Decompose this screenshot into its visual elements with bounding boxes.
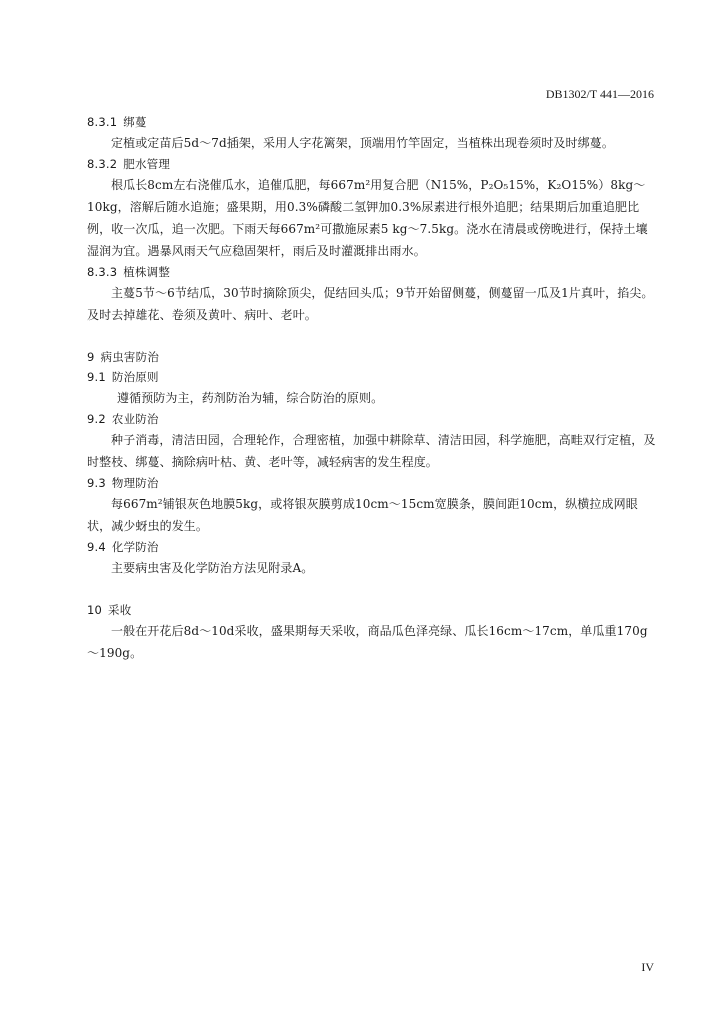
section-title: 病虫害防治 [100, 350, 160, 364]
section-paragraph: 一般在开花后8d～10d采收，盛果期每天采收，商品瓜色泽亮绿、瓜长16cm～17cm，单瓜重170g～190g。 [87, 624, 648, 660]
section-title: 绑蔓 [123, 115, 147, 129]
section-paragraph: 种子消毒，清洁田园，合理轮作，合理密植，加强中耕除草、清洁田园，科学施肥，高畦双行定植，及时整枝、绑蔓、摘除病叶枯、黄、老叶等，减轻病害的发生程度。 [87, 433, 656, 469]
section-number: 8.3.3 [87, 265, 118, 279]
section-9 [87, 347, 659, 367]
standard-number: DB1302/T 441—2016 [545, 87, 654, 101]
section-heading [87, 537, 659, 557]
section-title: 植株调整 [123, 265, 171, 279]
section-9-4 [87, 537, 659, 579]
section-number: 9.2 [87, 412, 106, 426]
chapter-heading [87, 600, 659, 620]
section-heading [87, 473, 659, 493]
section-number: 9 [87, 350, 95, 364]
section-9-2 [87, 409, 659, 473]
section-8-3-3 [87, 262, 659, 326]
section-paragraph: 遵循预防为主，药剂防治为辅，综合防治的原则。 [117, 391, 384, 405]
section-gap [87, 326, 659, 347]
section-number: 9.1 [87, 370, 106, 384]
section-9-1 [87, 367, 659, 409]
section-title: 肥水管理 [123, 157, 171, 171]
section-number: 9.4 [87, 540, 106, 554]
section-number: 10 [87, 603, 103, 617]
section-title: 物理防治 [111, 476, 159, 490]
section-heading [87, 409, 659, 429]
section-paragraph: 主要病虫害及化学防治方法见附录A。 [111, 561, 314, 575]
section-8-3-1 [87, 112, 659, 154]
section-title: 防治原则 [111, 370, 159, 384]
section-paragraph: 定植或定苗后5d～7d插架，采用人字花篱架，顶端用竹竿固定，当植株出现卷须时及时绑蔓。 [111, 136, 614, 150]
section-title: 采收 [108, 603, 132, 617]
section-paragraph: 根瓜长8cm左右浇催瓜水，追催瓜肥，每667m²用复合肥（N15%，P₂O₅15%，K₂O15%）8kg～10kg，溶解后随水追施；盛果期，用0.3%磷酸二氢钾加0.3%尿素进行根外追肥；结果期后加重追肥比例，收一次瓜，追一次肥。下雨天每667m²可撒施尿素5 kg～7.5kg。浇水在清晨或傍晚进行，保持土壤湿润为宜。遇暴风雨天气应稳固架杆，雨后及时灌溉排出雨水。 [87, 178, 648, 258]
section-10 [87, 600, 659, 664]
section-number: 8.3.2 [87, 157, 118, 171]
section-heading [87, 154, 659, 174]
page-number: IV [641, 960, 654, 974]
chapter-heading [87, 347, 659, 367]
section-number: 9.3 [87, 476, 106, 490]
section-title: 农业防治 [111, 412, 159, 426]
section-8-3-2 [87, 154, 659, 262]
document-body [87, 112, 659, 664]
section-number: 8.3.1 [87, 115, 118, 129]
section-heading [87, 367, 659, 387]
section-gap [87, 579, 659, 600]
section-heading [87, 262, 659, 282]
section-paragraph: 每667m²铺银灰色地膜5kg，或将银灰膜剪成10cm～15cm宽膜条，膜间距10cm，纵横拉成网眼状，减少蚜虫的发生。 [87, 497, 638, 533]
section-9-3 [87, 473, 659, 537]
section-heading [87, 112, 659, 132]
section-paragraph: 主蔓5节～6节结瓜，30节时摘除顶尖，促结回头瓜；9节开始留侧蔓，侧蔓留一瓜及1片真叶，掐尖。及时去掉雄花、卷须及黄叶、病叶、老叶。 [87, 286, 654, 322]
section-title: 化学防治 [111, 540, 159, 554]
